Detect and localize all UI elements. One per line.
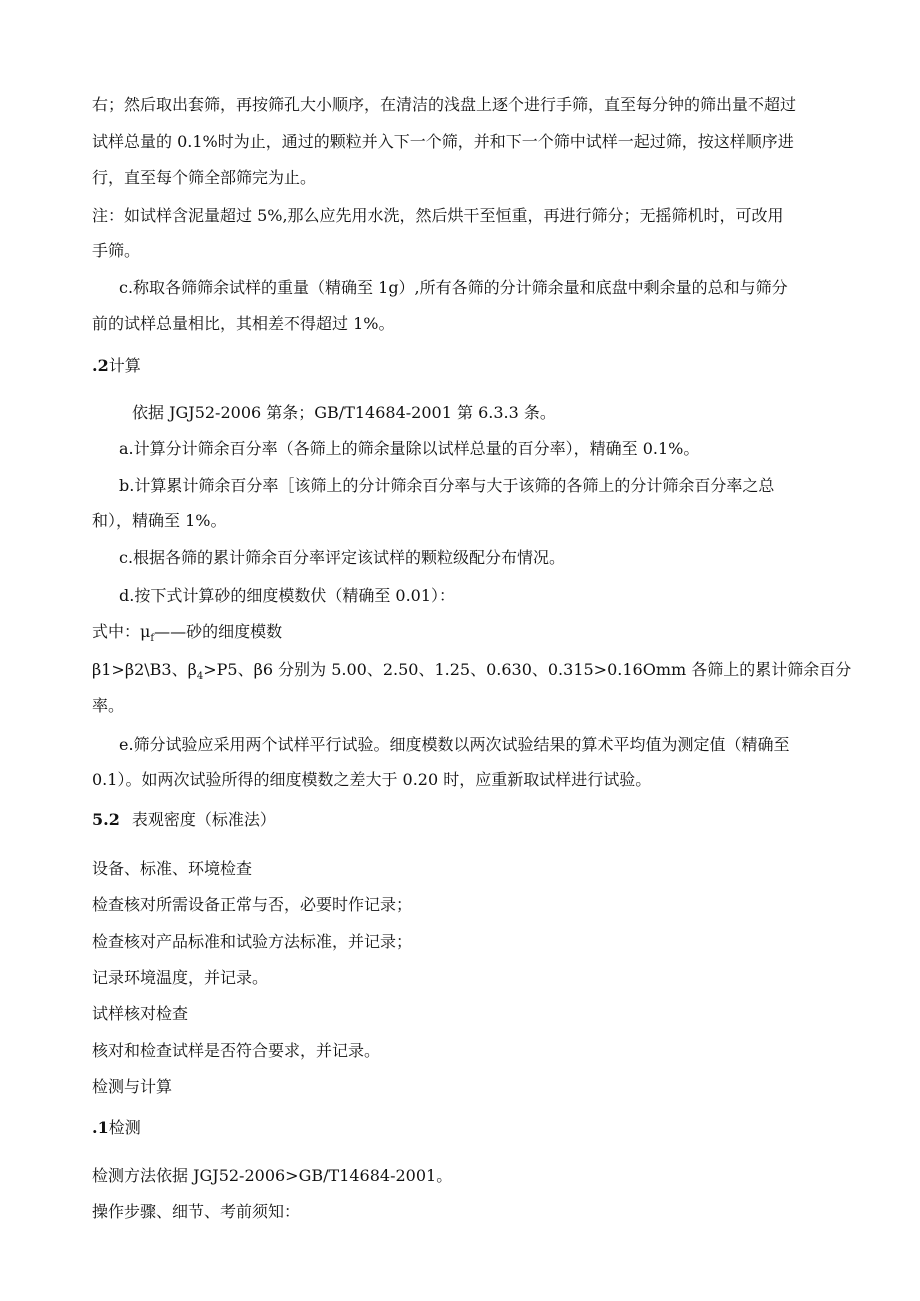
legend-description: >P5、β6 分别为 5.00、2.50、1.25、0.630、0.315>0.16Omm 各筛上的累计筛余百分 [203, 660, 852, 679]
list-item: e.筛分试验应采用两个试样平行试验。细度模数以两次试验结果的算术平均值为测定值（精确至 [119, 735, 790, 754]
paragraph-line: 检测方法依据 JGJ52-2006>GB/T14684-2001。 [92, 1166, 453, 1185]
section-title: 计算 [108, 356, 141, 375]
formula-legend-line [92, 621, 282, 643]
formula-legend-line [92, 659, 851, 681]
legend-symbol: 式中：μ [92, 622, 151, 641]
paragraph-line: 操作步骤、细节、考前须知： [92, 1202, 301, 1221]
paragraph-line: 核对和检查试样是否符合要求，并记录。 [92, 1041, 381, 1060]
section-heading [92, 809, 276, 831]
paragraph-line: 行，直至每个筛全部筛完为止。 [92, 168, 317, 187]
legend-symbols: β1>β2\B3、β [92, 660, 197, 679]
paragraph-line: 检查核对产品标准和试验方法标准，并记录； [92, 932, 413, 951]
paragraph-line: 检查核对所需设备正常与否，必要时作记录； [92, 895, 413, 914]
list-item: 和），精确至 1%。 [92, 511, 227, 530]
section-title: 检测 [108, 1118, 141, 1137]
section-heading [92, 355, 141, 377]
paragraph-line: 0.1）。如两次试验所得的细度模数之差大于 0.20 时，应重新取试样进行试验。 [92, 770, 652, 789]
subheading: 试样核对检查 [92, 1004, 189, 1023]
section-number: .1 [92, 1118, 109, 1137]
legend-subscript: f [150, 633, 155, 645]
subheading: 检测与计算 [92, 1077, 173, 1096]
legend-subscript: 4 [196, 671, 204, 683]
subheading: 设备、标准、环境检查 [92, 859, 253, 878]
list-item: a.计算分计筛余百分率（各筛上的筛余量除以试样总量的百分率），精确至 0.1%。 [119, 439, 700, 458]
list-item: c.根据各筛的累计筛余百分率评定该试样的颗粒级配分布情况。 [119, 548, 566, 567]
legend-description: ——砂的细度模数 [154, 622, 283, 641]
paragraph-line: 记录环境温度，并记录。 [92, 968, 269, 987]
section-number: 5.2 [92, 810, 120, 829]
paragraph-line: 试样总量的 0.1%时为止，通过的颗粒并入下一个筛，并和下一个筛中试样一起过筛，按这样顺序进 [92, 132, 794, 151]
paragraph-line: 前的试样总量相比，其相差不得超过 1%。 [92, 314, 395, 333]
note-line: 注：如试样含泥量超过 5%,那么应先用水洗，然后烘干至恒重，再进行筛分；无摇筛机时，可改用 [92, 206, 784, 225]
section-number: .2 [92, 356, 109, 375]
paragraph-line: c.称取各筛筛余试样的重量（精确至 1g）,所有各筛的分计筛余量和底盘中剩余量的总和与筛分 [119, 278, 788, 297]
list-item: d.按下式计算砂的细度模数伏（精确至 0.01）： [119, 586, 456, 605]
list-item: b.计算累计筛余百分率［该筛上的分计筛余百分率与大于该筛的各筛上的分计筛余百分率之总 [119, 476, 775, 495]
note-line: 手筛。 [92, 241, 141, 260]
section-title: 表观密度（标准法） [131, 810, 276, 829]
paragraph-line: 右；然后取出套筛，再按筛孔大小顺序，在清洁的浅盘上逐个进行手筛，直至每分钟的筛出量不超过 [92, 95, 797, 114]
section-heading [92, 1117, 141, 1139]
paragraph-line: 率。 [92, 696, 125, 715]
paragraph-line: 依据 JGJ52-2006 第条；GB/T14684-2001 第 6.3.3 条。 [132, 403, 556, 422]
